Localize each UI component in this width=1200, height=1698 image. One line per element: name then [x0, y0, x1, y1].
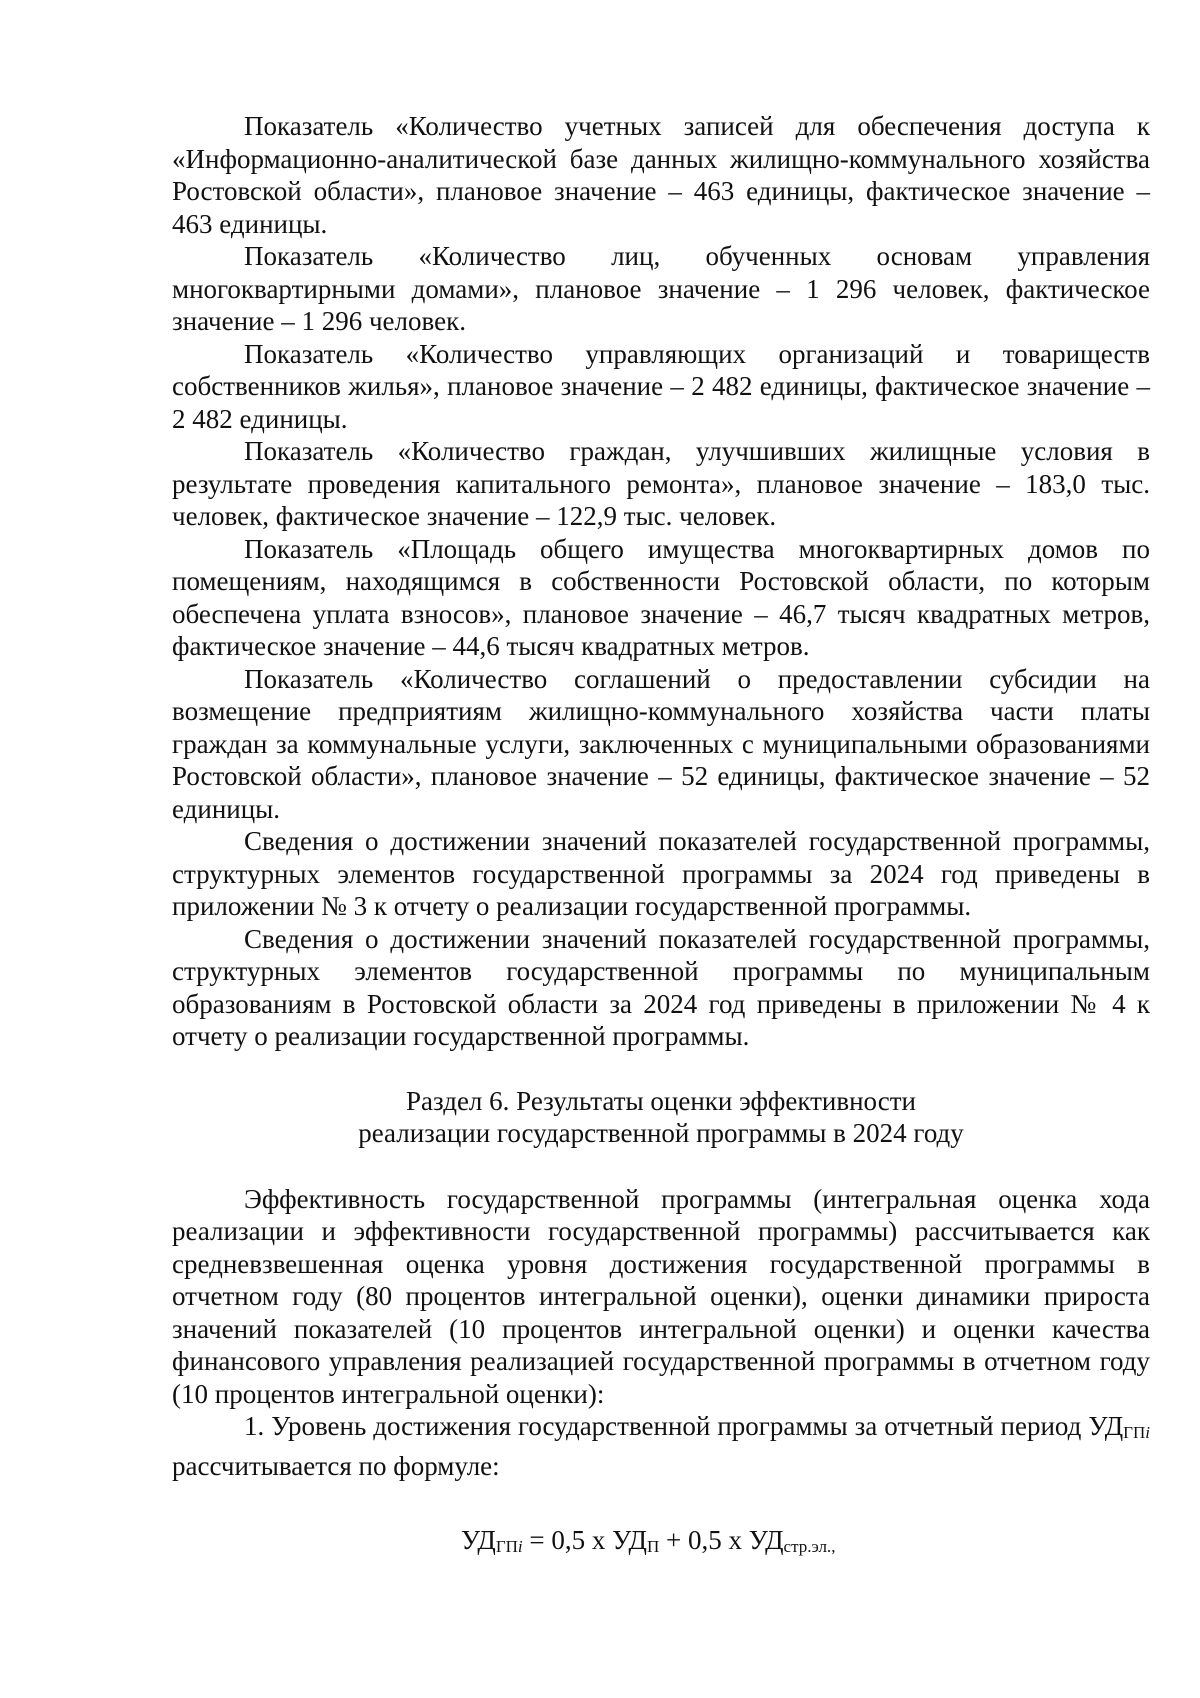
document-page [172, 110, 1150, 1563]
indicator-paragraphs [172, 110, 1150, 1053]
paragraph-appendix-3-reference: Сведения о достижении значений показателей государственной программы, структурных элементов государственной программы за 2024 год приведены в приложении № 3 к отчету о реализации государственной программы. [172, 826, 1150, 921]
paragraph-housing-improved-indicator: Показатель «Количество граждан, улучшивших жилищные условия в результате проведения капитального ремонта», плановое значение – 183,0 тыс. человек, фактическое значение – 122,9 тыс. человек. [172, 436, 1150, 531]
paragraph-efficiency-definition: Эффективность государственной программы (интегральная оценка хода реализации и эффективности государственной программы) рассчитывается как средневзвешенная оценка уровня достижения государственной программы в отчетном году (80 процентов интегральной оценки), оценки динамики прироста значений показателей (10 процентов интегральной оценки) и оценки качества финансового управления реализацией государственной программы в отчетном году (10 процентов интегральной оценки): [172, 1183, 1150, 1409]
section-heading-line-2: реализации государственной программы в 2024 году [358, 1118, 964, 1148]
section-heading [172, 1085, 1150, 1150]
section-heading-line-1: Раздел 6. Результаты оценки эффективности [406, 1085, 916, 1116]
paragraph-item-1 [172, 1410, 1150, 1482]
formula-lhs-subscript: ГПi [495, 1537, 523, 1556]
formula-p-subscript: П [646, 1537, 660, 1556]
item-1-lead: 1. Уровень достижения государственной программы за отчетный период УД [244, 1411, 1124, 1441]
formula: УДГПi = 0,5 х УДП + 0,5 х УДстр.эл., [461, 1525, 836, 1556]
paragraph-subsidy-agreements-indicator: Показатель «Количество соглашений о предоставлении субсидии на возмещение предприятиям жилищно-коммунального хозяйства части платы граждан за коммунальные услуги, заключенных с муниципальными образованиями Ростовской области», плановое значение – 52 единицы, фактическое значение – 52 единицы. [172, 663, 1150, 824]
paragraph-common-property-area-indicator: Показатель «Площадь общего имущества многоквартирных домов по помещениям, находящимся в собственности Ростовской области, по которым обеспечена уплата взносов», плановое значение – 46,7 тысяч квадратных метров, фактическое значение – 44,6 тысяч квадратных метров. [172, 533, 1150, 661]
paragraph-accounts-indicator: Показатель «Количество учетных записей для обеспечения доступа к «Информационно-аналитической базе данных жилищно-коммунального хозяйства Ростовской области», плановое значение – 463 единицы, фактическое значение – 463 единицы. [172, 111, 1150, 239]
item-1-subscript: ГПi [1123, 1423, 1150, 1442]
paragraph-management-orgs-indicator: Показатель «Количество управляющих организаций и товариществ собственников жилья», плановое значение – 2 482 единицы, фактическое значение – 2 482 единицы. [172, 338, 1150, 434]
item-1-tail: рассчитывается по формуле: [172, 1450, 500, 1481]
paragraph-appendix-4-reference: Сведения о достижении значений показателей государственной программы, структурных элементов государственной программы по муниципальным образованиям в Ростовской области за 2024 год приведены в приложении № 4 к отчету о реализации государственной программы. [172, 923, 1150, 1051]
formula-str-el-subscript: стр.эл., [783, 1537, 836, 1556]
paragraph-trained-persons-indicator: Показатель «Количество лиц, обученных основам управления многоквартирными домами», плановое значение – 1 296 человек, фактическое значение – 1 296 человек. [172, 241, 1150, 336]
